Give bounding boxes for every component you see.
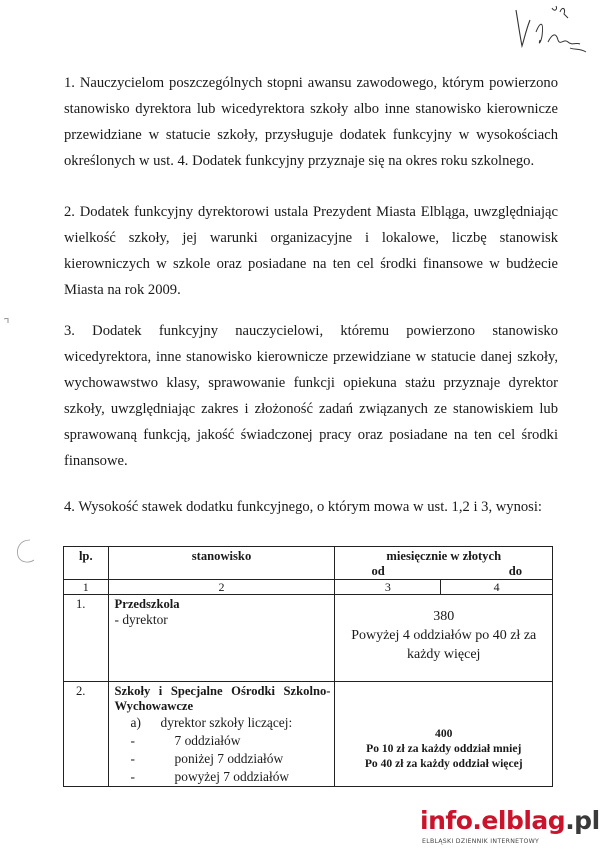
row-amount-cell <box>335 595 553 682</box>
table-row <box>64 595 553 682</box>
logo-tagline: ELBLĄSKI DZIENNIK INTERNETOWY <box>422 838 540 845</box>
logo-name: elblag <box>481 806 566 835</box>
row-note: Powyżej 4 oddziałów po 40 zł za każdy więcej <box>351 628 537 662</box>
handwritten-signature <box>508 2 598 62</box>
row-amount: 400 <box>435 727 453 740</box>
row-lp: 2. <box>64 682 109 787</box>
punch-hole-mark <box>12 536 38 566</box>
table-row <box>64 682 553 787</box>
row-category: Szkoły i Specjalne Ośrodki Szkolno-Wychowawcze <box>114 684 331 713</box>
row-more-note: Po 40 zł za każdy oddział więcej <box>364 757 523 770</box>
paragraph-2: 2. Dodatek funkcyjny dyrektorowi ustala Prezydent Miasta Elbląga, uwzględniając wielkość szkoły, jej warunki organizacyjne i lokalowe, liczbę stanowisk kierowniczych w szkole oraz posiadane na ten cel środki finansowe w budżecie Miasta na rok 2009. <box>64 204 558 298</box>
row-position <box>108 595 335 682</box>
scan-speck <box>4 318 9 324</box>
watermark-logo <box>420 805 600 849</box>
header-monthly: miesięcznie w złotych od do <box>335 547 553 580</box>
header-to: do <box>508 564 522 578</box>
list-item: - poniżej 7 oddziałów <box>130 751 284 766</box>
table-header-row <box>64 547 553 580</box>
header-lp: lp. <box>64 547 109 580</box>
paragraph-4: 4. Wysokość stawek dodatku funkcyjnego, o którym mowa w ust. 1,2 i 3, wynosi: <box>64 499 542 515</box>
list-item: - powyżej 7 oddziałów <box>130 769 290 784</box>
list-item: - 7 oddziałów <box>130 733 241 748</box>
row-lp: 1. <box>64 595 109 682</box>
column-number: 1 <box>64 580 109 595</box>
list-item: a) dyrektor szkoły liczącej: <box>130 715 293 730</box>
row-amount: 380 <box>433 609 455 624</box>
paragraph-3: 3. Dodatek funkcyjny nauczycielowi, któremu powierzono stanowisko wicedyrektora, inne stanowisko kierownicze przewidziane w statucie danej szkoły, wychowawstwo klasy, sprawowanie funkcji opiekuna stażu przyznaje dyrektor szkoły, uwzględniając zakres i złożoność zadań związanych ze stanowiskiem lub sprawowaną funkcją, jakość świadczonej pracy oraz posiadane na ten cel środki finansowe. <box>64 323 558 469</box>
paragraph-1: 1. Nauczycielom poszczególnych stopni awansu zawodowego, którym powierzono stanowisko dyrektora lub wicedyrektora szkoły albo inne stanowisko kierownicze przewidziane w statucie szkoły, przysługuje dodatek funkcyjny w wysokościach określonych w ust. 4. Dodatek funkcyjny przyznaje się na okres roku szkolnego. <box>64 75 558 169</box>
allowance-rates-table <box>63 546 553 787</box>
row-position <box>108 682 335 787</box>
column-number-row <box>64 580 553 595</box>
row-amount-cell <box>335 682 553 787</box>
row-role: - dyrektor <box>114 612 168 627</box>
column-number: 4 <box>441 580 553 595</box>
row-category: Przedszkola <box>114 597 180 611</box>
header-from: od <box>371 564 385 578</box>
column-number: 2 <box>108 580 335 595</box>
logo-info: info. <box>420 806 482 835</box>
header-position: stanowisko <box>108 547 335 580</box>
row-less-note: Po 10 zł za każdy oddział mniej <box>366 742 522 755</box>
column-number: 3 <box>335 580 441 595</box>
logo-tld: .pl <box>565 806 600 835</box>
